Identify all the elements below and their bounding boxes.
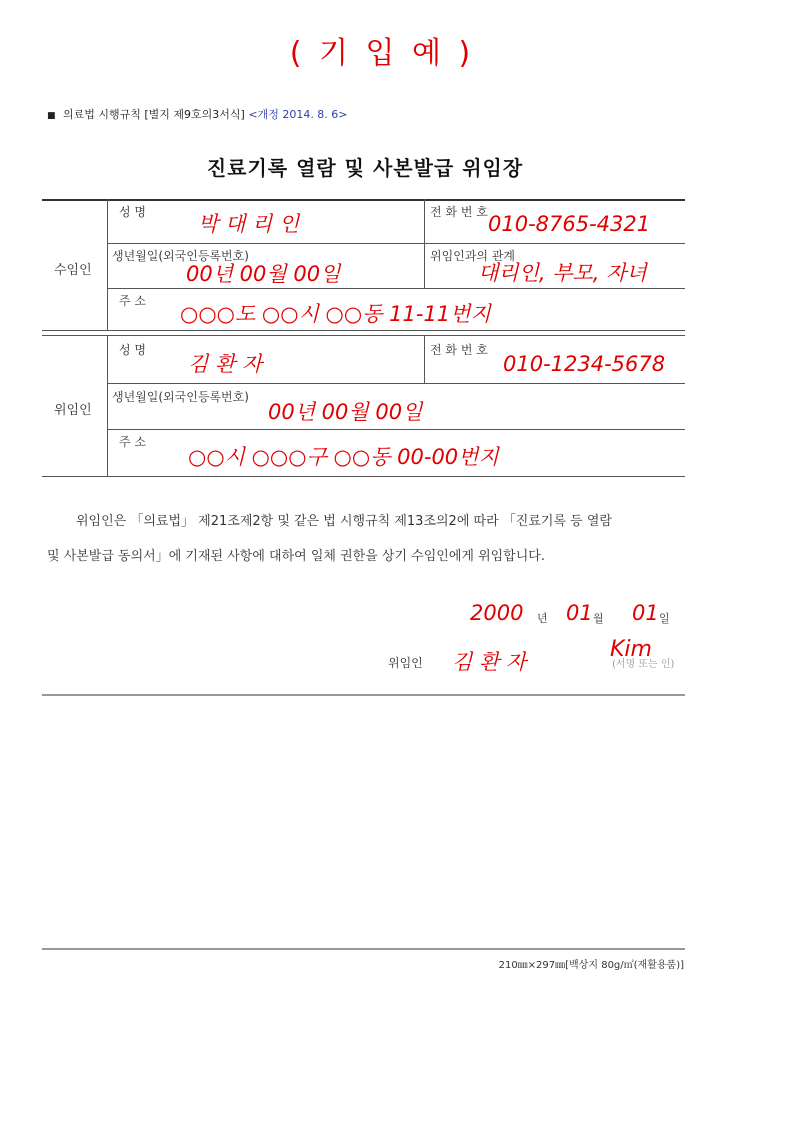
paper-spec-footer: 210㎜×297㎜[백상지 80g/㎡(재활용품)] [498,960,684,971]
grantee-address-label: 주 소 [119,294,146,308]
square-bullet-icon: ■ [47,111,56,121]
delegation-statement-line-2: 및 사본발급 동의서」에 기재된 사항에 대하여 일체 권한을 상기 수임인에게 위임합니다. [47,549,545,564]
grantor-column-divider [424,336,425,383]
date-year-value: 2000 [470,601,524,625]
grantee-name-label: 성 명 [119,205,146,219]
grantor-label-divider [107,336,108,476]
grantee-birth-label: 생년월일(외국인등록번호) [112,249,249,263]
grantee-address-value: ○○○도 ○○시 ○○동 11-11번지 [180,302,491,326]
law-reference [47,106,348,122]
signature-hint: (서명 또는 인) [612,659,675,670]
grantor-address-label: 주 소 [119,435,146,449]
grantee-birth-value: 00년 00월 00일 [186,262,341,286]
grantee-name-value: 박 대 리 인 [198,212,300,236]
document-title: 진료기록 열람 및 사본발급 위임장 [206,156,524,180]
grantee-relation-value: 대리인, 부모, 자녀 [478,261,647,285]
section-divider-top [42,330,685,331]
grantor-phone-label: 전 화 번 호 [430,343,488,357]
date-month-unit: 월 [593,612,604,625]
signature-divider [42,694,685,696]
footer-divider [42,948,685,950]
grantor-name-label: 성 명 [119,343,146,357]
grantee-label-divider [107,199,108,330]
signature-name-value: 김 환 자 [452,650,527,674]
grantor-address-value: ○○시 ○○○구 ○○동 00-00번지 [188,445,499,469]
grantor-name-value: 김 환 자 [188,352,263,376]
grantor-section-label: 위임인 [54,403,92,418]
signature-label: 위임인 [388,656,423,670]
date-month-value: 01 [566,601,593,625]
date-year-unit: 년 [537,612,548,625]
date-day-unit: 일 [659,612,670,625]
law-reference-text: 의료법 시행규칙 [별지 제9호의3서식] [63,108,245,121]
delegation-statement-line-1: 위임인은 「의료법」 제21조제2항 및 같은 법 시행규칙 제13조의2에 따라 「진료기록 등 열람 [76,514,612,529]
date-day-value: 01 [632,601,659,625]
grantee-column-divider [424,199,425,288]
grantor-birth-value: 00년 00월 00일 [268,400,423,424]
grantee-phone-value: 010-8765-4321 [488,212,651,236]
signature-mark: Kim [610,637,652,662]
grantee-section-label: 수임인 [54,263,92,278]
grantee-relation-label: 위임인과의 관계 [430,249,515,263]
grantee-phone-label: 전 화 번 호 [430,205,488,219]
grantor-row-divider-1 [107,383,685,384]
grantor-phone-value: 010-1234-5678 [503,352,666,376]
grantor-birth-label: 생년월일(외국인등록번호) [112,390,249,404]
table-bottom-border [42,476,685,477]
example-title: ( 기 입 예 ) [289,36,475,71]
grantee-row-divider-1 [107,243,685,244]
grantee-row-divider-2 [107,288,685,289]
section-divider-bottom [42,335,685,336]
revision-note: <개정 2014. 8. 6> [248,108,348,121]
table-top-border [42,199,685,201]
grantor-row-divider-2 [107,429,685,430]
